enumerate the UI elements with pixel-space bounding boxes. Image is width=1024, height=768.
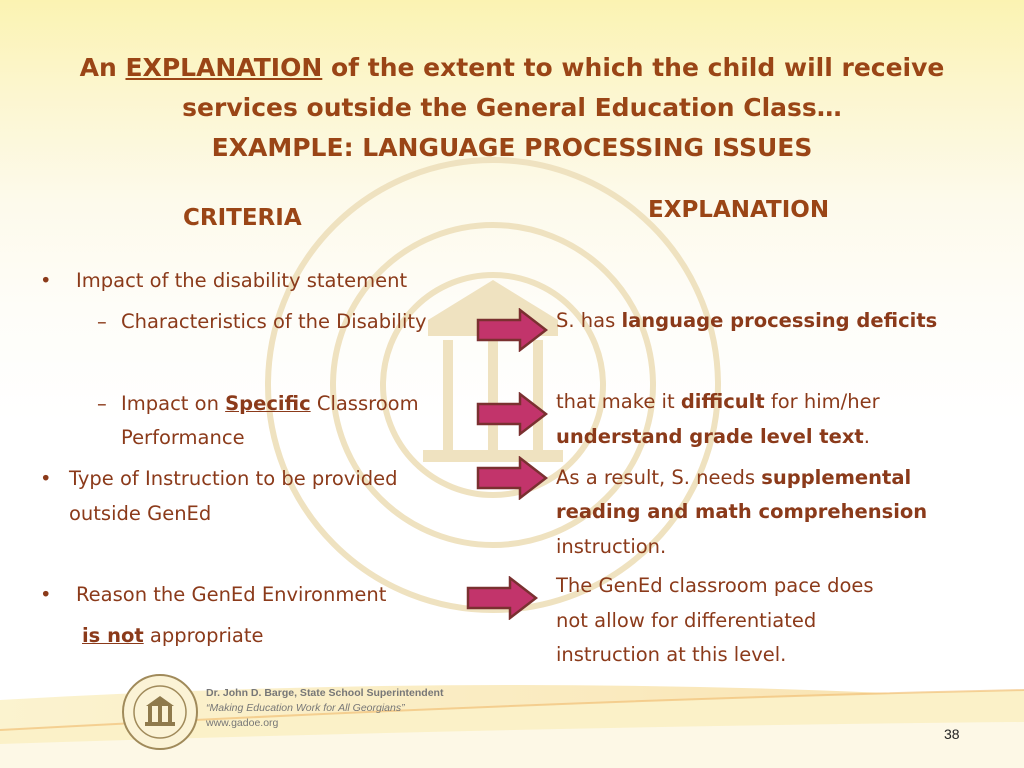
criteria-header: CRITERIA: [183, 205, 302, 231]
slide-title: [40, 48, 984, 168]
title-line-3: EXAMPLE: LANGUAGE PROCESSING ISSUES: [211, 133, 813, 162]
criteria-item-type-of-instruction: Type of Instruction to be provided: [69, 467, 398, 490]
superintendent-name: Dr. John D. Barge, State School Superintendent: [206, 687, 444, 699]
footer-motto: “Making Education Work for All Georgians”: [206, 702, 405, 714]
footer-credits: [206, 686, 443, 731]
criteria-subitem-impact-line-2: Performance: [121, 426, 245, 449]
right-arrow-icon: [476, 456, 548, 500]
dash-icon: –: [97, 392, 107, 415]
bullet-icon: •: [40, 583, 52, 606]
department-of-education-seal-icon: [120, 672, 200, 752]
bullet-icon: •: [40, 269, 52, 292]
explanation-difficult: that make it difficult for him/her: [556, 390, 880, 413]
title-emphasis: EXPLANATION: [125, 53, 323, 82]
dash-icon: –: [97, 310, 107, 333]
criteria-item-impact-statement: Impact of the disability statement: [76, 269, 408, 292]
title-line-1: An EXPLANATION of the extent to which the child will receive: [79, 53, 945, 82]
criteria-subitem-impact-on-specific: Impact on Specific Classroom: [121, 392, 419, 415]
footer-url: www.gadoe.org: [206, 717, 279, 729]
explanation-supplemental-line-2: reading and math comprehension: [556, 500, 928, 523]
explanation-gened-pace: The GenEd classroom pace does: [556, 574, 874, 597]
page-number: 38: [944, 726, 960, 742]
right-arrow-icon: [466, 576, 538, 620]
explanation-supplemental: As a result, S. needs supplemental: [556, 466, 912, 489]
criteria-subitem-characteristics: Characteristics of the Disability: [121, 310, 427, 333]
criteria-item-type-of-instruction-line-2: outside GenEd: [69, 502, 212, 525]
explanation-language-deficits: S. has language processing deficits: [556, 309, 938, 332]
explanation-header: EXPLANATION: [648, 197, 830, 223]
explanation-supplemental-line-3: instruction.: [556, 535, 667, 558]
explanation-difficult-line-2: understand grade level text.: [556, 425, 870, 448]
right-arrow-icon: [476, 392, 548, 436]
title-line-2: services outside the General Education Class…: [182, 93, 842, 122]
criteria-item-reason-gened-line-2: is not appropriate: [82, 624, 264, 647]
right-arrow-icon: [476, 308, 548, 352]
bullet-icon: •: [40, 467, 52, 490]
criteria-item-reason-gened: Reason the GenEd Environment: [76, 583, 387, 606]
explanation-gened-pace-line-2: not allow for differentiated: [556, 609, 817, 632]
explanation-gened-pace-line-3: instruction at this level.: [556, 643, 787, 666]
